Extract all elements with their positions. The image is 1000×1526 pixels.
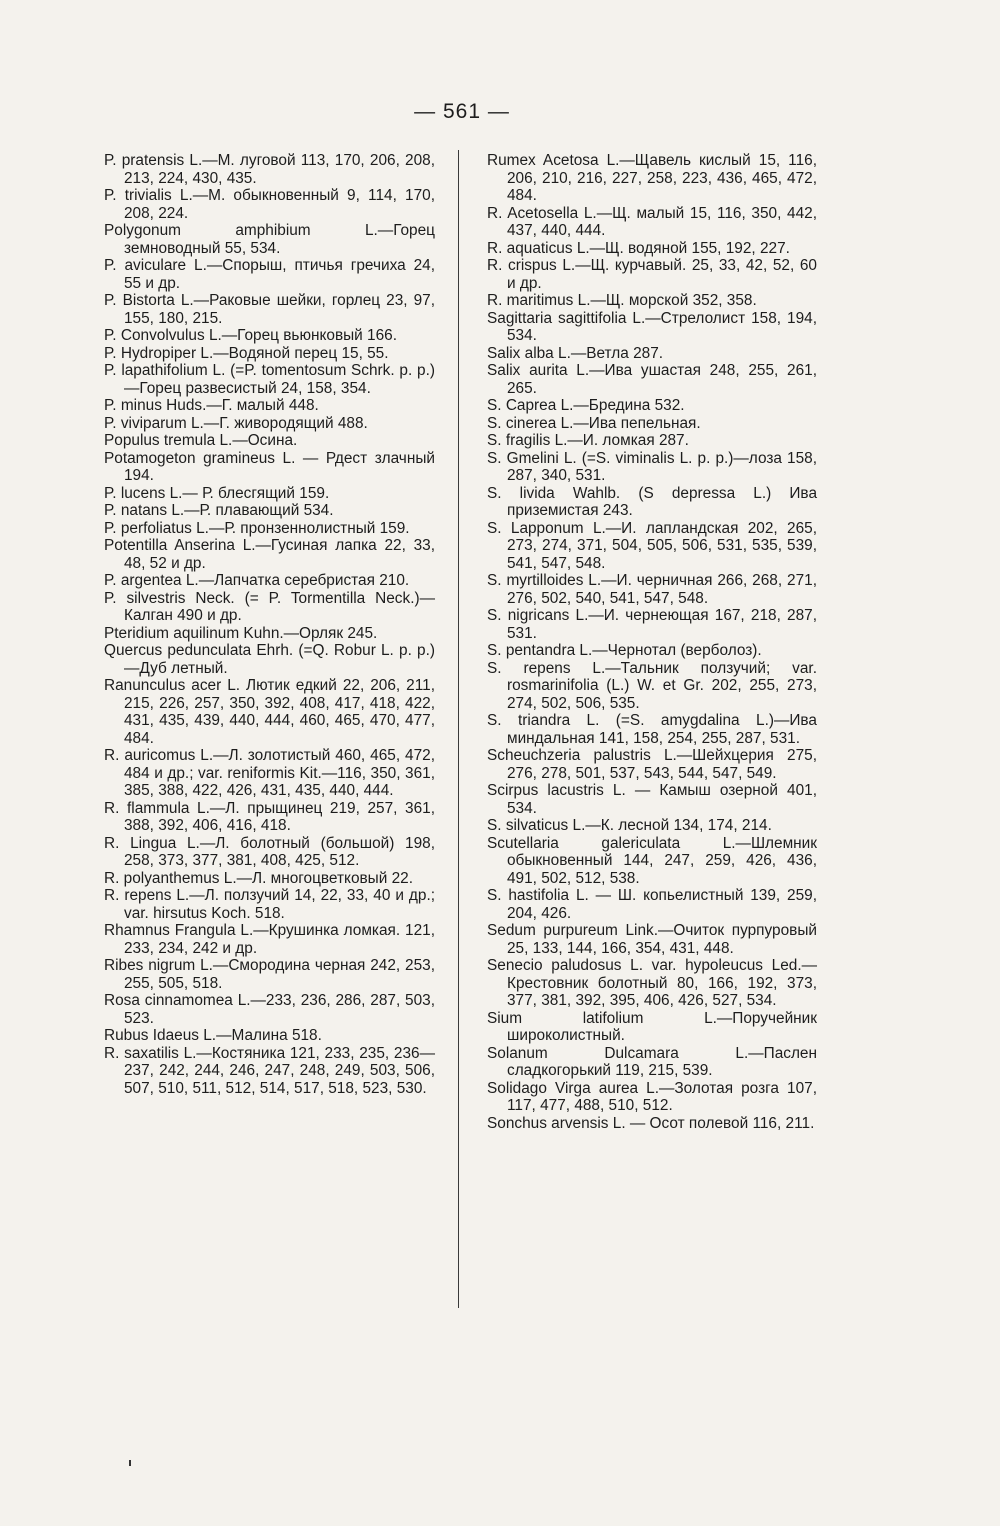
index-entry: Sedum purpureum Link.—Очиток пурпуровый 25, 133, 144, 166, 354, 431, 448. [487,922,817,957]
index-entry: P. minus Huds.—Г. малый 448. [104,397,319,414]
index-entry: Rhamnus Frangula L.—Крушинка ломкая. 121, 233, 234, 242 и др. [104,922,435,957]
index-entry: Ranunculus acer L. Лютик едкий 22, 206, 211, 215, 226, 257, 350, 392, 408, 417, 418, 422, 431, 435, 439, 440, 444, 460, 465, 470, 477, 484. [104,677,435,747]
index-entry: P. aviculare L.—Спорыш, птичья гречиха 24, 55 и др. [104,257,435,292]
index-entry: Solanum Dulcamara L.—Паслен сладкогорький 119, 215, 539. [487,1044,817,1079]
index-column-right [487,152,817,1132]
index-entry: S. myrtilloides L.—И. черничная 266, 268, 271, 276, 502, 540, 541, 547, 548. [487,572,817,607]
index-entry: P. Bistorta L.—Раковые шейки, горлец 23, 97, 155, 180, 215. [104,292,435,327]
index-entry: R. auricomus L.—Л. золотистый 460, 465, 472, 484 и др.; var. reniformis Kit.—116, 350, 361, 385, 388, 422, 426, 431, 435, 440, 444. [104,747,435,799]
index-entry: R. maritimus L.—Щ. морской 352, 358. [487,292,757,309]
index-column-left [104,152,435,1097]
index-entry: Quercus pedunculata Ehrh. (=Q. Robur L. p. p.)—Дуб летный. [104,642,435,677]
index-entry: Scheuchzeria palustris L.—Шейхцерия 275, 276, 278, 501, 537, 543, 544, 547, 549. [487,747,817,782]
index-entry: Polygonum amphibium L.—Горец земноводный 55, 534. [104,222,435,257]
index-entry: Ribes nigrum L.—Смородина черная 242, 253, 255, 505, 518. [104,957,435,992]
index-entry: R. flammula L.—Л. прыщинец 219, 257, 361, 388, 392, 406, 416, 418. [104,799,435,834]
index-entry: R. repens L.—Л. ползучий 14, 22, 33, 40 и др.; var. hirsutus Koch. 518. [104,887,435,922]
index-entry: Populus tremula L.—Осина. [104,432,298,449]
scan-blemish [129,1460,131,1466]
index-entry: R. polyanthemus L.—Л. многоцветковый 22. [104,869,414,887]
index-entry: S. triandra L. (=S. amygdalina L.)—Ива миндальная 141, 158, 254, 255, 287, 531. [487,712,817,747]
index-entry: S. silvaticus L.—К. лесной 134, 174, 214. [487,817,772,834]
index-entry: Sagittaria sagittifolia L.—Стрелолист 158, 194, 534. [487,309,817,344]
index-entry: P. trivialis L.—M. обыкновенный 9, 114, 170, 208, 224. [104,187,435,222]
index-entry: P. perfoliatus L.—Р. пронзеннолистный 159. [104,519,410,537]
index-entry: Sium latifolium L.—Поручейник широколистный. [487,1009,817,1044]
index-entry: Pteridium aquilinum Kuhn.—Орляк 245. [104,624,378,642]
index-entry: Sonchus arvensis L. — Осот полевой 116, 211. [487,1114,815,1132]
index-entry: R. saxatilis L.—Костяника 121, 233, 235, 236—237, 242, 244, 246, 247, 248, 249, 503, 506, 507, 510, 511, 512, 514, 517, 518, 523, 530. [104,1044,435,1097]
index-entry: P. pratensis L.—M. луговой 113, 170, 206, 208, 213, 224, 430, 435. [104,152,435,187]
index-entry: R. aquaticus L.—Щ. водяной 155, 192, 227. [487,239,790,257]
index-entry: Rosa cinnamomea L.—233, 236, 286, 287, 503, 523. [104,992,435,1027]
index-entry: P. Convolvulus L.—Горец вьюнковый 166. [104,327,398,344]
index-entry: Potamogeton gramineus L. — Рдест злачный 194. [104,449,435,484]
index-entry: P. Hydropiper L.—Водяной перец 15, 55. [104,344,389,362]
index-entry: S. Lapponum L.—И. лапландская 202, 265, 273, 274, 371, 504, 505, 506, 531, 535, 539, 541, 547, 548. [487,519,817,572]
index-entry: Scirpus lacustris L. — Камыш озерной 401, 534. [487,782,817,817]
index-entry: P. argentea L.—Лапчатка серебристая 210. [104,572,410,589]
index-entry: R. Lingua L.—Л. болотный (большой) 198, 258, 373, 377, 381, 408, 425, 512. [104,834,435,869]
index-entry: Rubus Idaeus L.—Малина 518. [104,1027,322,1044]
index-entry: S. Caprea L.—Бредина 532. [487,397,685,414]
index-entry: S. repens L.—Тальник ползучий; var. rosmarinifolia (L.) W. et Gr. 202, 255, 273, 274, 502, 506, 535. [487,659,817,712]
index-entry: Scutellaria galericulata L.—Шлемник обыкновенный 144, 247, 259, 426, 436, 491, 502, 512, 538. [487,834,817,887]
index-entry: S. livida Wahlb. (S depressa L.) Ива приземистая 243. [487,484,817,519]
index-entry: P. viviparum L.—Г. живородящий 488. [104,414,368,432]
index-entry: R. crispus L.—Щ. курчавый. 25, 33, 42, 52, 60 и др. [487,257,817,292]
index-entry: Rumex Acetosa L.—Щавель кислый 15, 116, 206, 210, 216, 227, 258, 223, 436, 465, 472, 484. [487,152,817,204]
index-entry: Solidago Virga aurea L.—Золотая розга 107, 117, 477, 488, 510, 512. [487,1079,817,1114]
index-entry: S. fragilis L.—И. ломкая 287. [487,432,689,449]
index-entry: S. nigricans L.—И. чернеющая 167, 218, 287, 531. [487,607,817,642]
index-entry: P. lucens L.— Р. блесгящий 159. [104,484,330,502]
page-number: — 561 — [414,100,510,123]
index-entry: Salix aurita L.—Ива ушастая 248, 255, 261, 265. [487,362,817,397]
index-entry: S. pentandra L.—Чернотал (верболоз). [487,642,762,659]
index-entry: P. lapathifolium L. (=P. tomentosum Schrk. p. p.)—Горец развесистый 24, 158, 354. [104,362,435,397]
index-entry: S. hastifolia L. — Ш. копьелистный 139, 259, 204, 426. [487,887,817,922]
index-entry: P. silvestris Neck. (= P. Tormentilla Neck.)—Калган 490 и др. [104,589,435,624]
index-entry: Salix alba L.—Ветла 287. [487,344,664,362]
index-entry: Potentilla Anserina L.—Гусиная лапка 22, 33, 48, 52 и др. [104,537,435,572]
index-entry: S. Gmelini L. (=S. viminalis L. p. p.)—лоза 158, 287, 340, 531. [487,449,817,484]
index-entry: Senecio paludosus L. var. hypoleucus Led.—Крестовник болотный 80, 166, 192, 373, 377, 381, 392, 395, 406, 426, 527, 534. [487,957,817,1009]
index-entry: R. Acetosella L.—Щ. малый 15, 116, 350, 442, 437, 440, 444. [487,204,817,239]
index-entry: S. cinerea L.—Ива пепельная. [487,414,701,432]
column-divider [458,150,459,1308]
index-entry: P. natans L.—Р. плавающий 534. [104,502,334,519]
